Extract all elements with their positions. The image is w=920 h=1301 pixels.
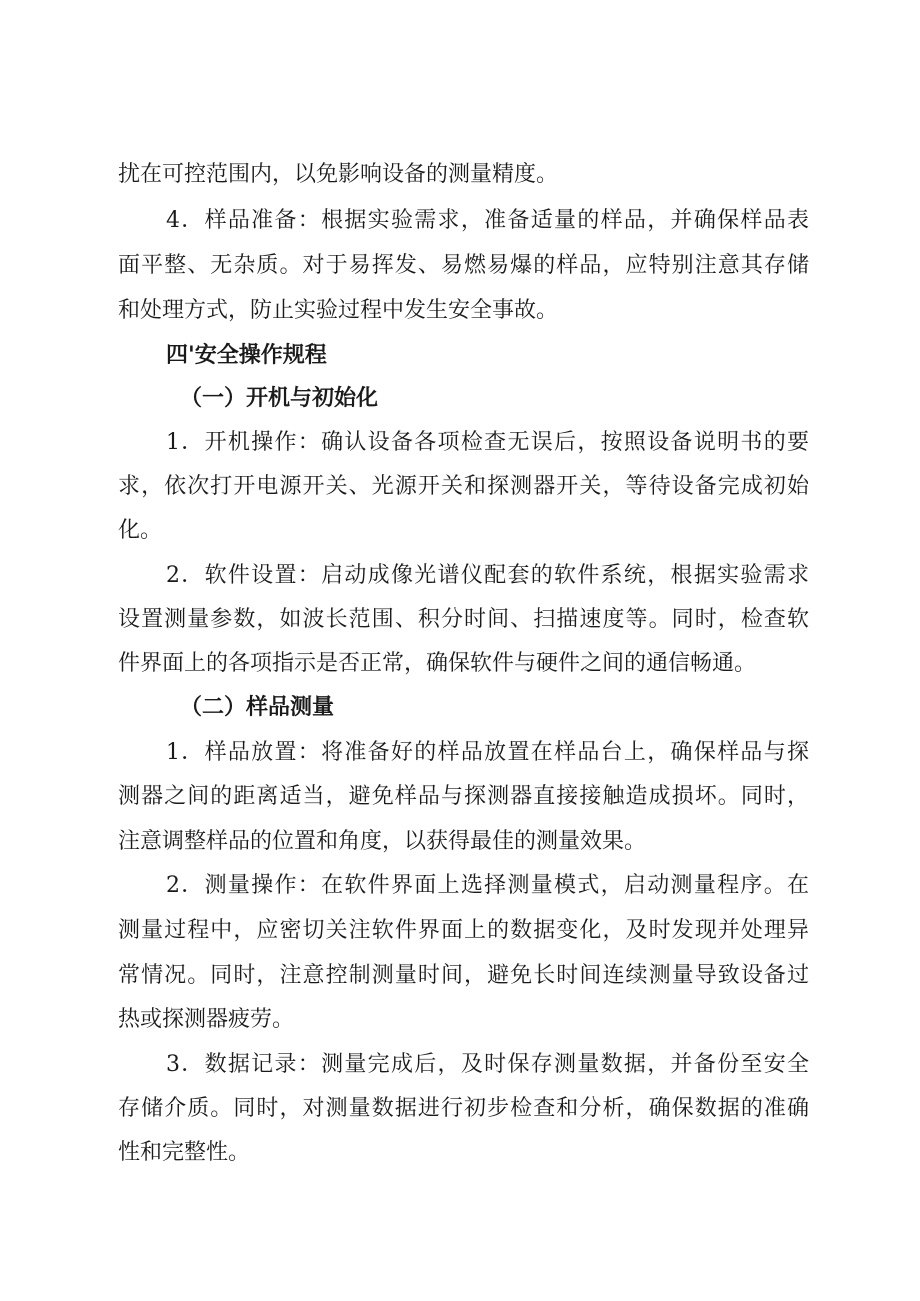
paragraph-line: 注意调整样品的位置和角度，以获得最佳的测量效果。 (118, 829, 647, 854)
paragraph-line: 2．测量操作：在软件界面上选择测量模式，启动测量程序。在 (166, 873, 809, 898)
paragraph-line: 热或探测器疲劳。 (118, 1007, 295, 1032)
paragraph-line: 存储介质。同时，对测量数据进行初步检查和分析，确保数据的准确 (118, 1096, 809, 1121)
paragraph-line: 件界面上的各项指示是否正常，确保软件与硬件之间的通信畅通。 (118, 651, 757, 676)
paragraph-line: 2．软件设置：启动成像光谱仪配套的软件系统，根据实验需求 (166, 563, 809, 588)
paragraph-line: 扰在可控范围内，以免影响设备的测量精度。 (118, 162, 559, 187)
paragraph-line: 测器之间的距离适当，避免样品与探测器直接接触造成损坏。同时， (118, 784, 809, 809)
paragraph-line: 和处理方式，防止实验过程中发生安全事故。 (118, 298, 559, 323)
paragraph-line: 常情况。同时，注意控制测量时间，避免长时间连续测量导致设备过 (118, 963, 809, 988)
paragraph-line: 面平整、无杂质。对于易挥发、易燃易爆的样品，应特别注意其存储 (118, 253, 809, 278)
paragraph-line: 性和完整性。 (118, 1140, 251, 1165)
subsection-heading: （二）样品测量 (180, 694, 335, 720)
paragraph-line: 3．数据记录：测量完成后，及时保存测量数据，并备份至安全 (166, 1052, 809, 1077)
paragraph-line: 4．样品准备：根据实验需求，准备适量的样品，并确保样品表 (166, 208, 809, 233)
paragraph-line: 设置测量参数，如波长范围、积分时间、扫描速度等。同时，检查软 (118, 607, 809, 632)
paragraph-line: 1．样品放置：将准备好的样品放置在样品台上，确保样品与探 (166, 740, 809, 765)
paragraph-line: 测量过程中，应密切关注软件界面上的数据变化，及时发现并处理异 (118, 918, 809, 943)
paragraph-line: 1．开机操作：确认设备各项检查无误后，按照设备说明书的要 (166, 430, 809, 455)
paragraph-line: 求，依次打开电源开关、光源开关和探测器开关，等待设备完成初始 (118, 474, 809, 499)
section-heading: 四'安全操作规程 (166, 342, 327, 368)
subsection-heading: （一）开机与初始化 (180, 385, 379, 411)
paragraph-line: 化。 (118, 518, 163, 543)
